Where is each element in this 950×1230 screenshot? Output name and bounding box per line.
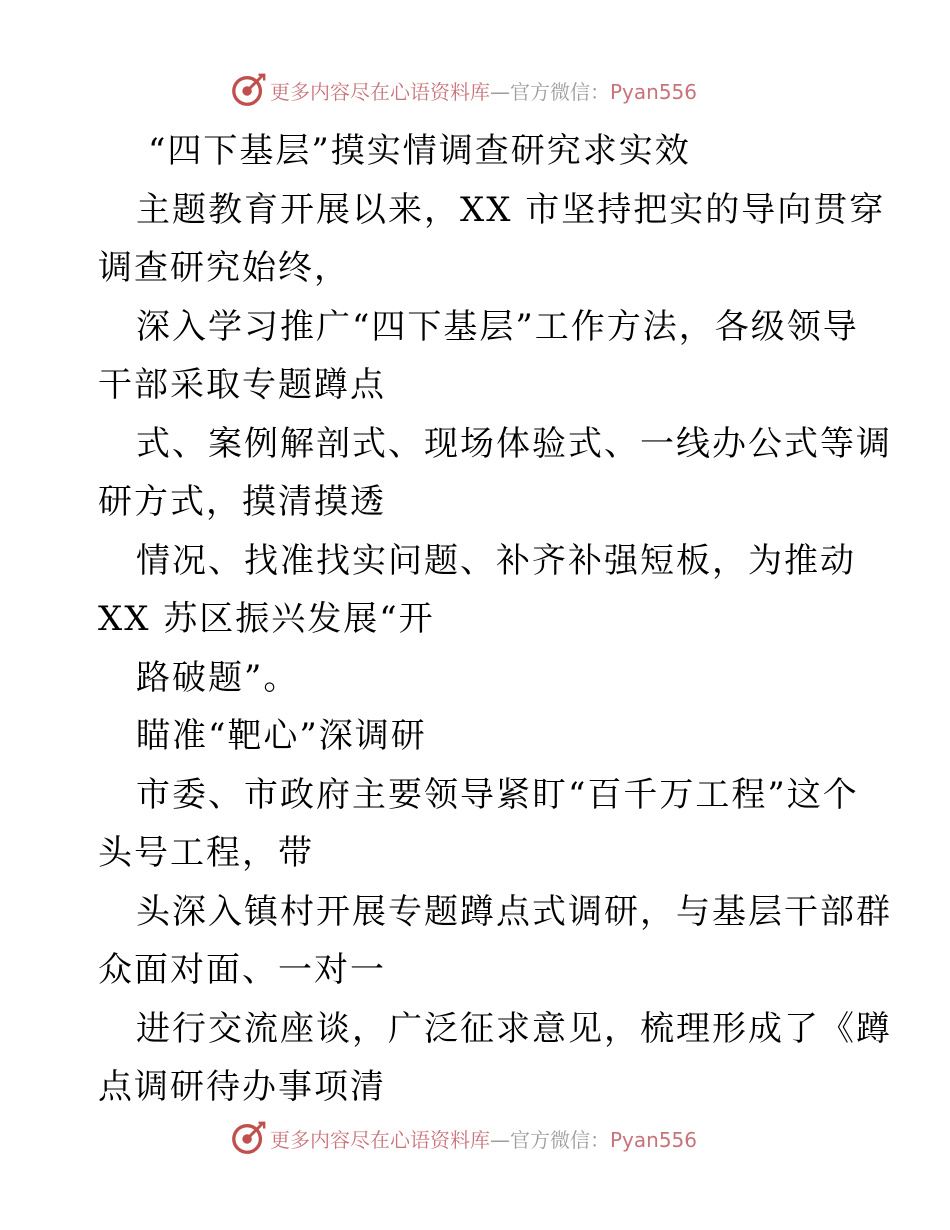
text-line: 主题教育开展以来，XX 市坚持把实的导向贯穿 bbox=[136, 189, 886, 230]
header-watermark-banner bbox=[230, 70, 730, 110]
text-line: 深入学习推广“四下基层”工作方法，各级领导 bbox=[136, 306, 859, 347]
text-line: 头号工程，带 bbox=[98, 833, 314, 873]
text-line: 众面对面、一对一 bbox=[98, 950, 386, 990]
banner-dash: — bbox=[490, 1127, 510, 1152]
text-line: 路破题”。 bbox=[136, 657, 300, 698]
text-line: 研方式，摸清摸透 bbox=[98, 482, 386, 522]
banner-dash: — bbox=[490, 79, 510, 104]
logo-icon bbox=[230, 71, 268, 109]
banner-title: 更多内容尽在心语资料库 bbox=[270, 1127, 490, 1152]
banner-wechat-label: 官方微信： bbox=[510, 1127, 610, 1152]
text-line: 情况、找准找实问题、补齐补强短板，为推动 bbox=[136, 540, 856, 581]
document-body bbox=[98, 122, 898, 1117]
logo-icon bbox=[230, 1119, 268, 1157]
text-line: 点调研待办事项清 bbox=[98, 1067, 386, 1107]
banner-wechat-id: Pyan556 bbox=[610, 1127, 698, 1152]
banner-wechat-id: Pyan556 bbox=[610, 79, 698, 104]
text-line: 进行交流座谈，广泛征求意见，梳理形成了《蹲 bbox=[136, 1008, 892, 1049]
text-line: XX 苏区振兴发展“开 bbox=[98, 599, 435, 639]
text-line: 头深入镇村开展专题蹲点式调研，与基层干部群 bbox=[136, 891, 892, 932]
banner-title: 更多内容尽在心语资料库 bbox=[270, 79, 490, 104]
footer-watermark-banner bbox=[230, 1118, 730, 1158]
text-line: 调查研究始终， bbox=[98, 248, 350, 288]
banner-wechat-label: 官方微信： bbox=[510, 79, 610, 104]
text-line: 干部采取专题蹲点 bbox=[98, 365, 386, 405]
section-heading: 瞄准“靶心”深调研 bbox=[136, 716, 427, 756]
text-line: 式、案例解剖式、现场体验式、一线办公式等调 bbox=[136, 423, 892, 464]
document-title: “四下基层”摸实情调查研究求实效 bbox=[148, 131, 691, 171]
text-line: 市委、市政府主要领导紧盯“百千万工程”这个 bbox=[136, 774, 859, 815]
